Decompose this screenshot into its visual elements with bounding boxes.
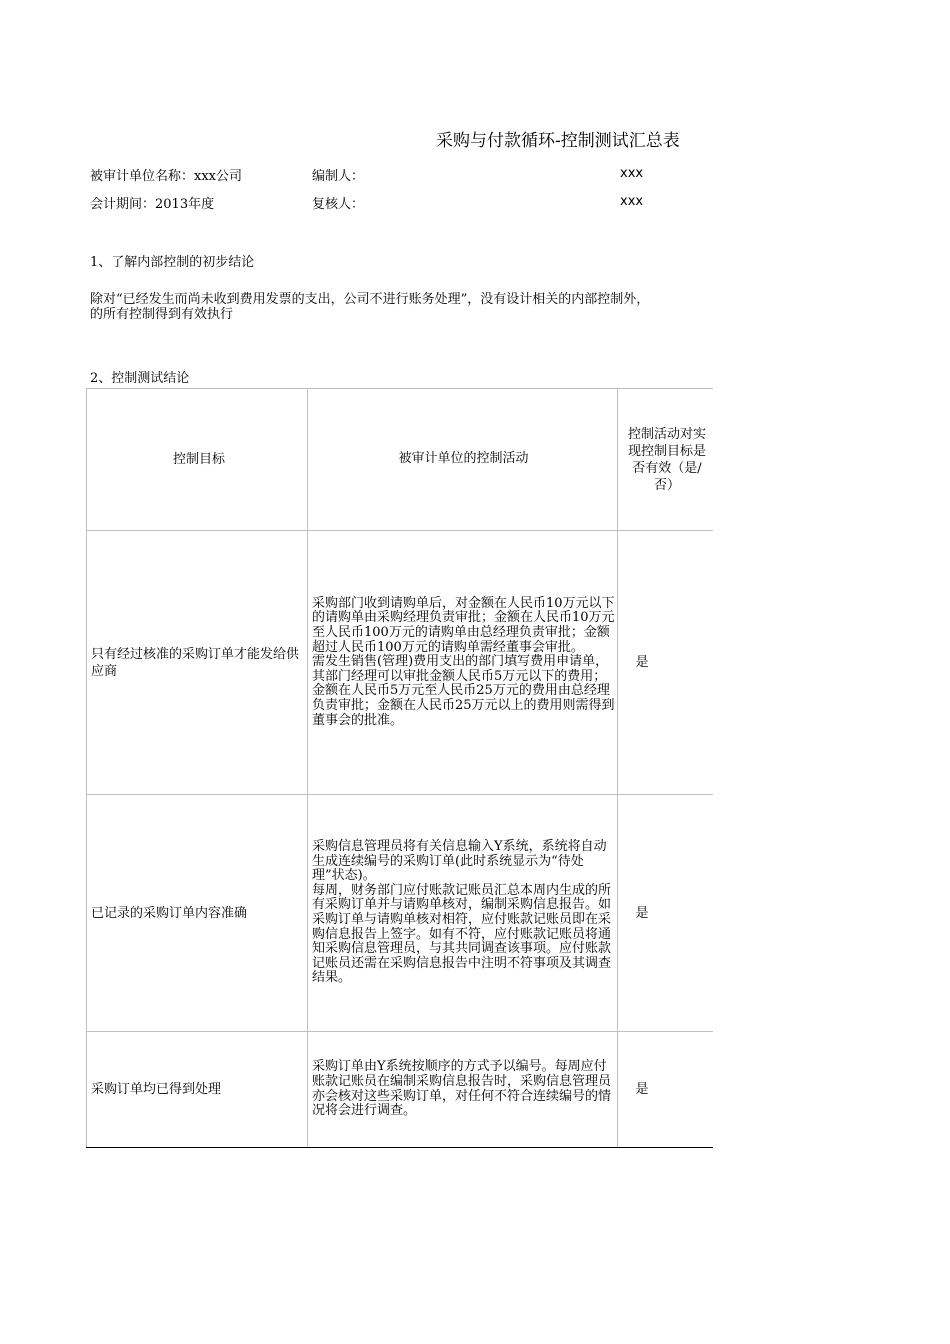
table-row	[87, 531, 714, 795]
table-row	[87, 1032, 714, 1148]
section2-heading: 2、控制测试结论	[90, 371, 190, 386]
control-test-table	[86, 388, 713, 1148]
row2-objective: 已记录的采购订单内容准确	[87, 795, 308, 1032]
reviewer-label: 复核人：	[312, 197, 365, 212]
row2-effective-value: 是	[635, 905, 649, 921]
header-effective	[618, 389, 714, 531]
row3-activity: 采购订单由Y系统按顺序的方式予以编号。每周应付账款记账员在编制采购信息报告时，采购信息管理员亦会核对这些采购订单，对任何不符合连续编号的情况将会进行调查。	[308, 1032, 618, 1148]
row2-activity: 采购信息管理员将有关信息输入Y系统，系统将自动生成连续编号的采购订单(此时系统显示为“待处理”状态)。 每周，财务部门应付账款记账员汇总本周内生成的所有采购订单并与请购单核对，编制采购信息报告。如采购订单与请购单核对相符，应付账款记账员即在采购信息报告上签字。如有不符，应付账款记账员将通知采购信息管理员，与其共同调查该事项。应付账款记账员还需在采购信息报告中注明不符事项及其调查结果。	[308, 795, 618, 1032]
row3-objective: 采购订单均已得到处理	[87, 1032, 308, 1148]
row1-activity: 采购部门收到请购单后，对金额在人民币10万元以下的请购单由采购经理负责审批；金额在人民币10万元至人民币100万元的请购单由总经理负责审批；金额超过人民币100万元的请购单需经董事会审批。 需发生销售(管理)费用支出的部门填写费用申请单，其部门经理可以审批金额人民币5万元以下的费用；金额在人民币5万元至人民币25万元的费用由总经理负责审批；金额在人民币25万元以上的费用则需得到董事会的批准。	[308, 531, 618, 795]
section1-heading: 1、了解内部控制的初步结论	[90, 255, 255, 270]
header-effective-text: 控制活动对实现控制目标是否有效（是/否）	[627, 426, 706, 493]
row2-effective	[618, 795, 714, 1032]
preparer-label: 编制人：	[312, 169, 365, 184]
row3-effective-value: 是	[635, 1082, 649, 1097]
row1-effective	[618, 531, 714, 795]
reviewer-value: xxx	[620, 194, 644, 209]
period-label: 会计期间：2013年度	[90, 197, 215, 212]
row1-effective-value: 是	[635, 655, 649, 670]
table-row	[87, 795, 714, 1032]
section1-conclusion-line2: 的所有控制得到有效执行	[90, 307, 234, 322]
table-header-row	[87, 389, 714, 531]
row3-effective	[618, 1032, 714, 1148]
page-title: 采购与付款循环-控制测试汇总表	[436, 131, 680, 151]
header-objective: 控制目标	[87, 389, 308, 531]
entity-label: 被审计单位名称：xxx公司	[90, 169, 242, 184]
table-bottom-rule	[86, 1147, 713, 1148]
header-activity: 被审计单位的控制活动	[308, 389, 618, 531]
section1-conclusion-line1: 除对“已经发生而尚未收到费用发票的支出，公司不进行账务处理”，没有设计相关的内部控制外，	[90, 292, 650, 307]
row1-objective: 只有经过核准的采购订单才能发给供应商	[87, 531, 308, 795]
preparer-value: xxx	[620, 166, 644, 181]
